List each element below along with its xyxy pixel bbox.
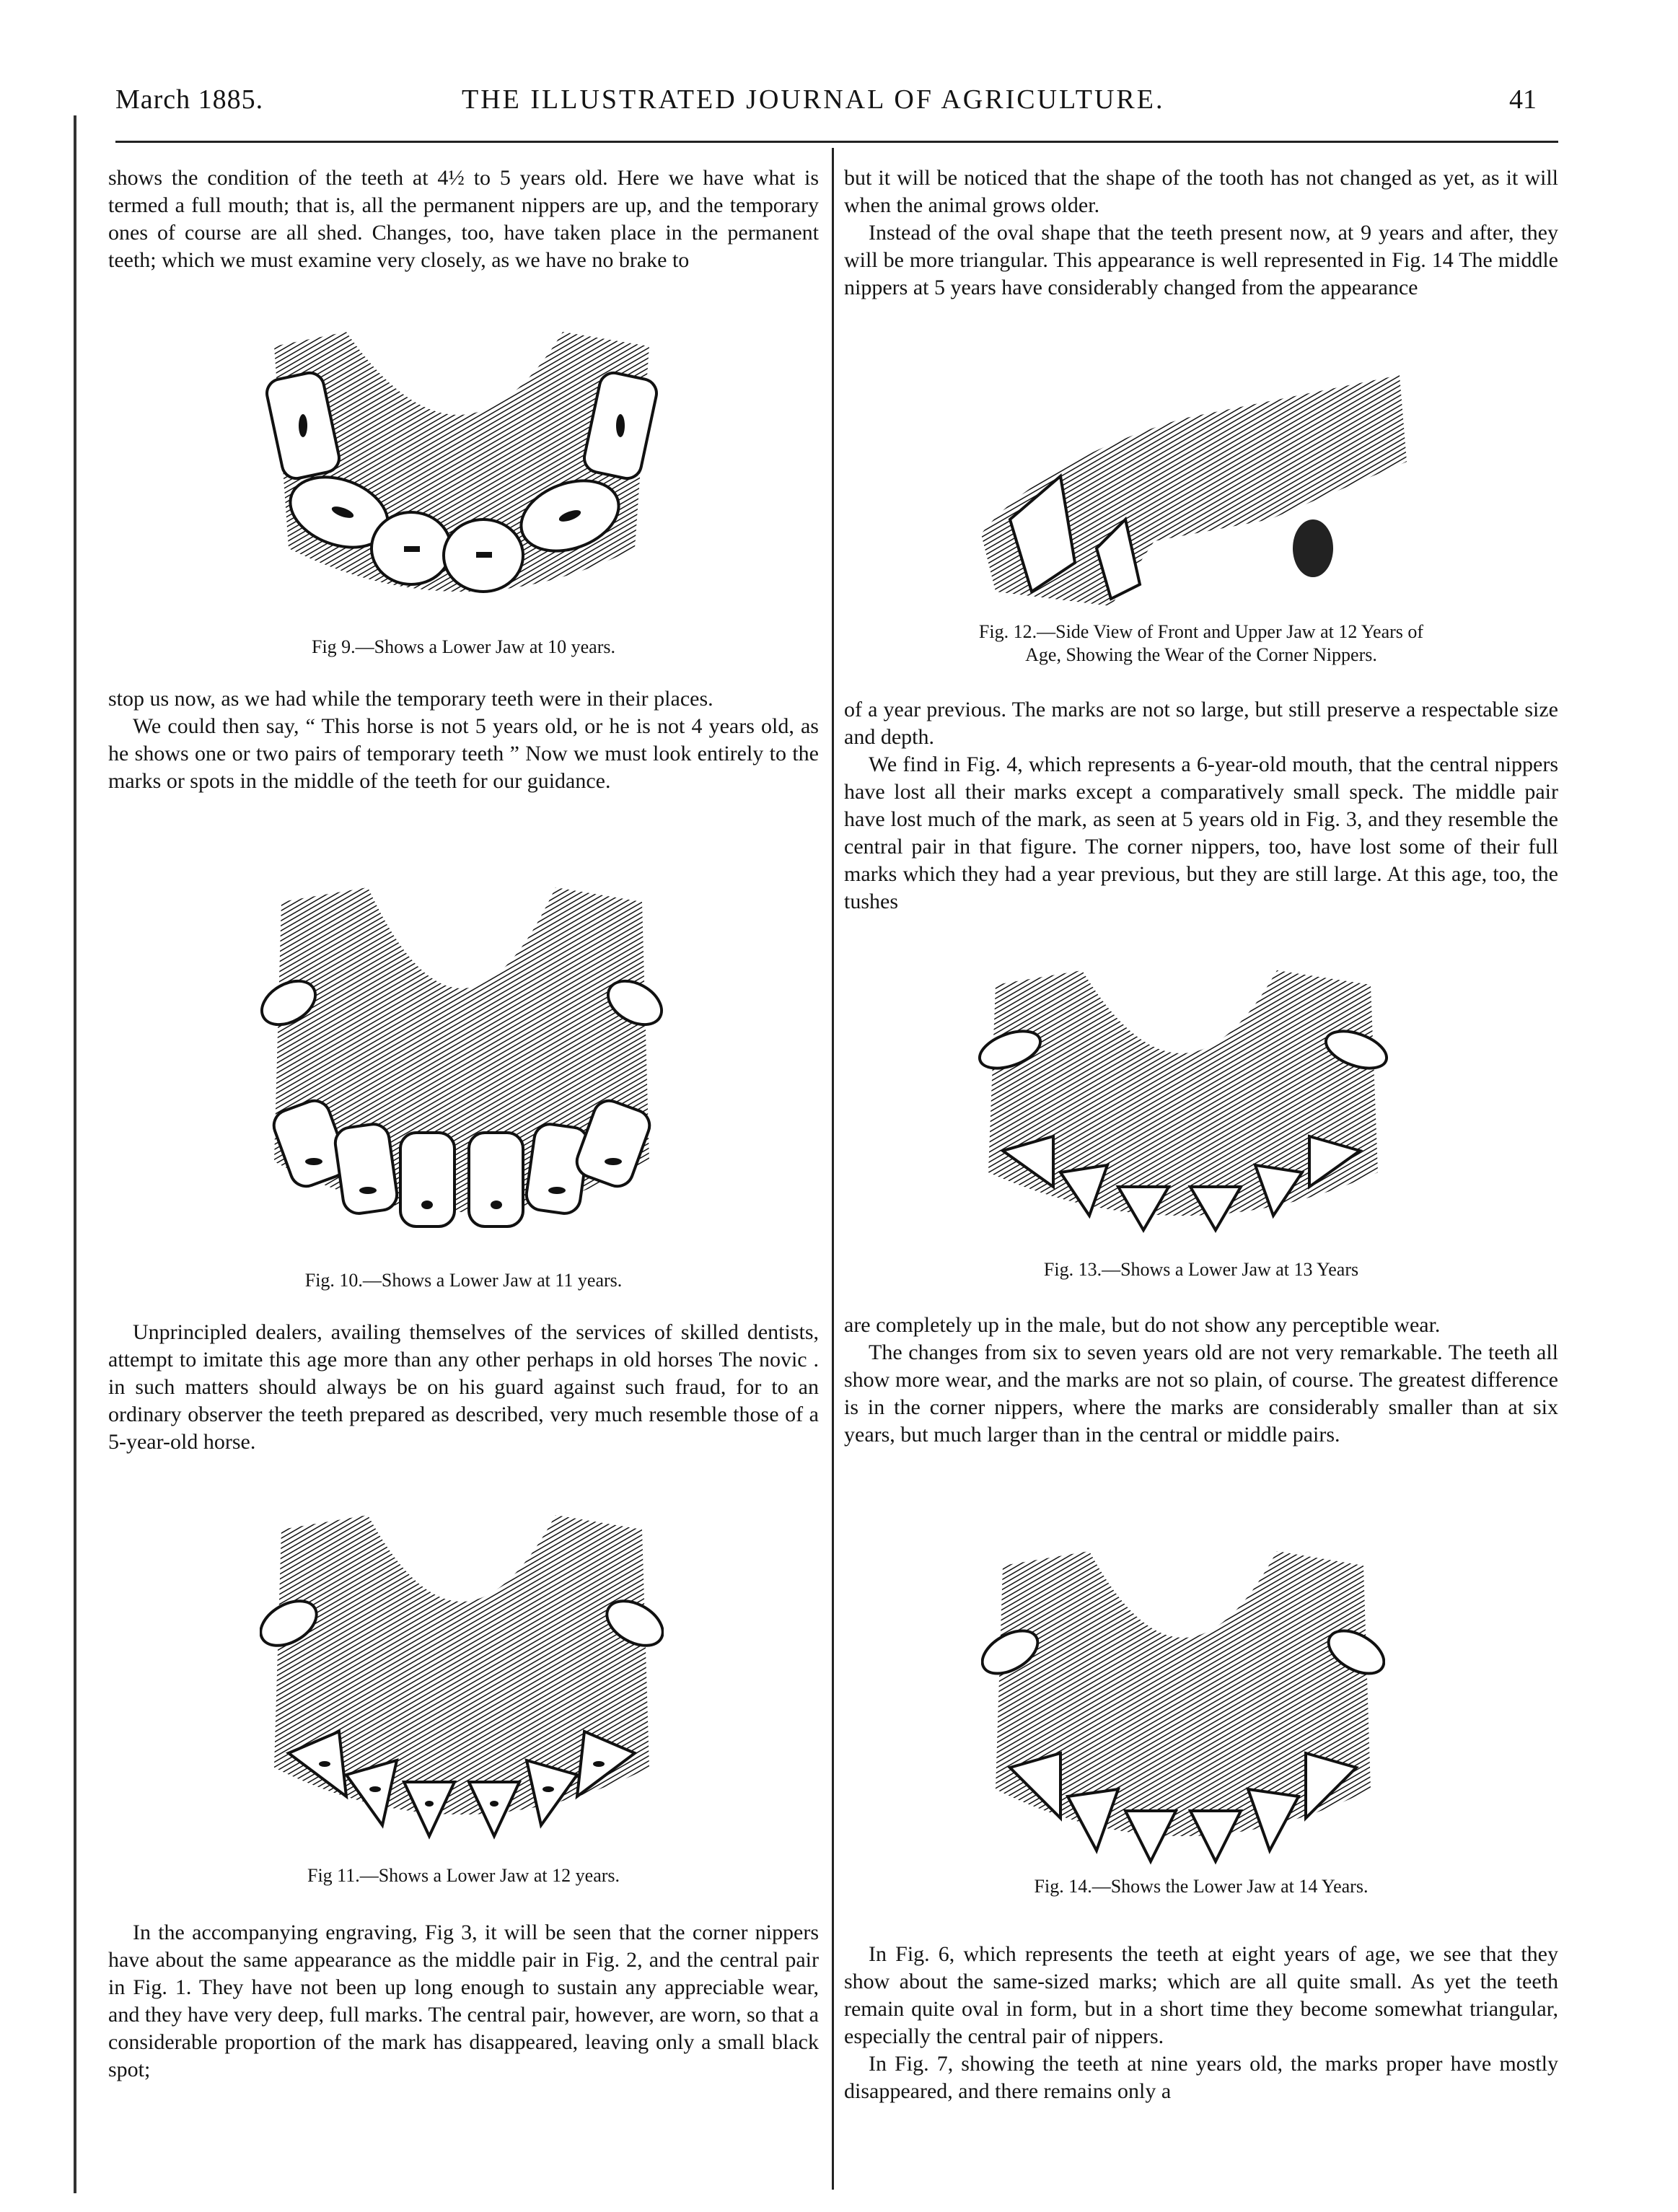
jaw-illustration (981, 1551, 1385, 1869)
paragraph: Instead of the oval shape that the teeth present now, at 9 years and after, they will be more triangular. This appearance is well represented in Fig. 14 The middle nippers at 5 years have considerably changed from the appearance (844, 221, 1558, 299)
figure-14-caption: Fig. 14.—Shows the Lower Jaw at 14 Years. (1034, 1876, 1369, 1897)
paragraph: In Fig. 7, showing the teeth at nine years old, the marks proper have mostly disappeared, and there remains only a (844, 2052, 1558, 2103)
page-number: 41 (1509, 84, 1537, 115)
tush-tooth (1293, 519, 1333, 577)
figure-13-caption: Fig. 13.—Shows a Lower Jaw at 13 Years (1043, 1259, 1359, 1280)
side-jaw-illustration (967, 375, 1414, 606)
paragraph: of a year previous. The marks are not so large, but still preserve a respectable size and depth. (844, 698, 1558, 749)
column-divider (832, 148, 834, 2190)
figure-12-caption (844, 620, 1558, 667)
paragraph: Unprincipled dealers, availing themselves of the services of skilled dentists, attempt to imitate this age more than any other perhaps in old horses The novic . in such matters should always be on his guard against such fraud, for to an ordinary observer the teeth prepared as described, very much resemble those of a 5-year-old horse. (108, 1320, 819, 1454)
paragraph: shows the condition of the teeth at 4½ to 5 years old. Here we have what is termed a full mouth; that is, all the permanent nippers are up, and the temporary ones of course are all shed. Changes, too, have taken place in the permanent teeth; which we must examine very closely, as we have no brake to (108, 166, 819, 272)
binding-margin-line (74, 115, 76, 2193)
figure-13-lower-jaw-13-years (974, 970, 1392, 1245)
figure-10-caption: Fig. 10.—Shows a Lower Jaw at 11 years. (304, 1270, 623, 1291)
left-text-block-2 (108, 685, 819, 795)
paragraph: The changes from six to seven years old are not very remarkable. The teeth all show more wear, and the marks are not so plain, of course. The greatest difference is in the corner nippers, where the marks are considerably smaller than at six years, but much larger than in the central or middle pairs. (844, 1340, 1558, 1447)
paragraph: stop us now, as we had while the temporary teeth were in their places. (108, 687, 713, 711)
left-text-block-4 (108, 1919, 819, 2084)
figure-14-lower-jaw-14-years (981, 1551, 1385, 1869)
left-text-block-1 (108, 164, 819, 274)
paragraph: We could then say, “ This horse is not 5 years old, or he is not 4 years old, as he shows one or two pairs of temporary teeth ” Now we must look entirely to the marks or spots in the middle of the teeth for our guidance. (108, 714, 819, 793)
paragraph: but it will be noticed that the shape of the tooth has not changed as yet, as it will when the animal grows older. (844, 166, 1558, 217)
left-text-block-3 (108, 1319, 819, 1456)
jaw-illustration (260, 887, 664, 1248)
paragraph: In the accompanying engraving, Fig 3, it will be seen that the corner nippers have about the same appearance as the middle pair in Fig. 2, and the central pair in Fig. 1. They have not been up long enough to sustain any appreciable wear, and they have very deep, full marks. The central pair, however, are worn, so that a considerable proportion of the mark has disappeared, leaving only a small black spot; (108, 1921, 819, 2081)
figure-9-caption: Fig 9.—Shows a Lower Jaw at 10 years. (312, 636, 615, 657)
right-text-block-4 (844, 1941, 1558, 2105)
journal-title: THE ILLUSTRATED JOURNAL OF AGRICULTURE. (462, 84, 1165, 115)
jaw-illustration (260, 1515, 664, 1847)
jaw-illustration (974, 970, 1392, 1245)
paragraph: are completely up in the male, but do not show any perceptible wear. (844, 1313, 1441, 1337)
figure-10-lower-jaw-11-years (260, 887, 664, 1248)
issue-date: March 1885. (115, 84, 264, 115)
paragraph: In Fig. 6, which represents the teeth at eight years of age, we see that they show about the same-sized marks; which are all quite small. As yet the teeth remain quite oval in form, but in a short time they become somewhat triangular, especially the central pair of nippers. (844, 1942, 1558, 2048)
jaw-illustration (260, 332, 664, 620)
running-header (115, 79, 1558, 123)
figure-12-caption-line-2: Age, Showing the Wear of the Corner Nippers. (1025, 644, 1377, 665)
right-text-block-2 (844, 696, 1558, 916)
figure-12-caption-line-1: Fig. 12.—Side View of Front and Upper Jaw at 12 Years of (978, 621, 1424, 642)
figure-11-caption: Fig 11.—Shows a Lower Jaw at 12 years. (307, 1865, 620, 1886)
header-rule (115, 141, 1558, 143)
right-text-block-3 (844, 1312, 1558, 1449)
paragraph: We find in Fig. 4, which represents a 6-year-old mouth, that the central nippers have lost all their marks except a comparatively small speck. The middle pair have lost much of the mark, as seen at 5 years old in Fig. 3, and they resemble the central pair in that figure. The corner nippers, too, have lost some of their full marks which they had a year previous, but they are still large. At this age, too, the tushes (844, 752, 1558, 913)
figure-12-side-view-upper-jaw (967, 375, 1414, 606)
figure-9-lower-jaw-10-years (260, 332, 664, 620)
figure-11-lower-jaw-12-years (260, 1515, 664, 1847)
right-text-block-1 (844, 164, 1558, 302)
